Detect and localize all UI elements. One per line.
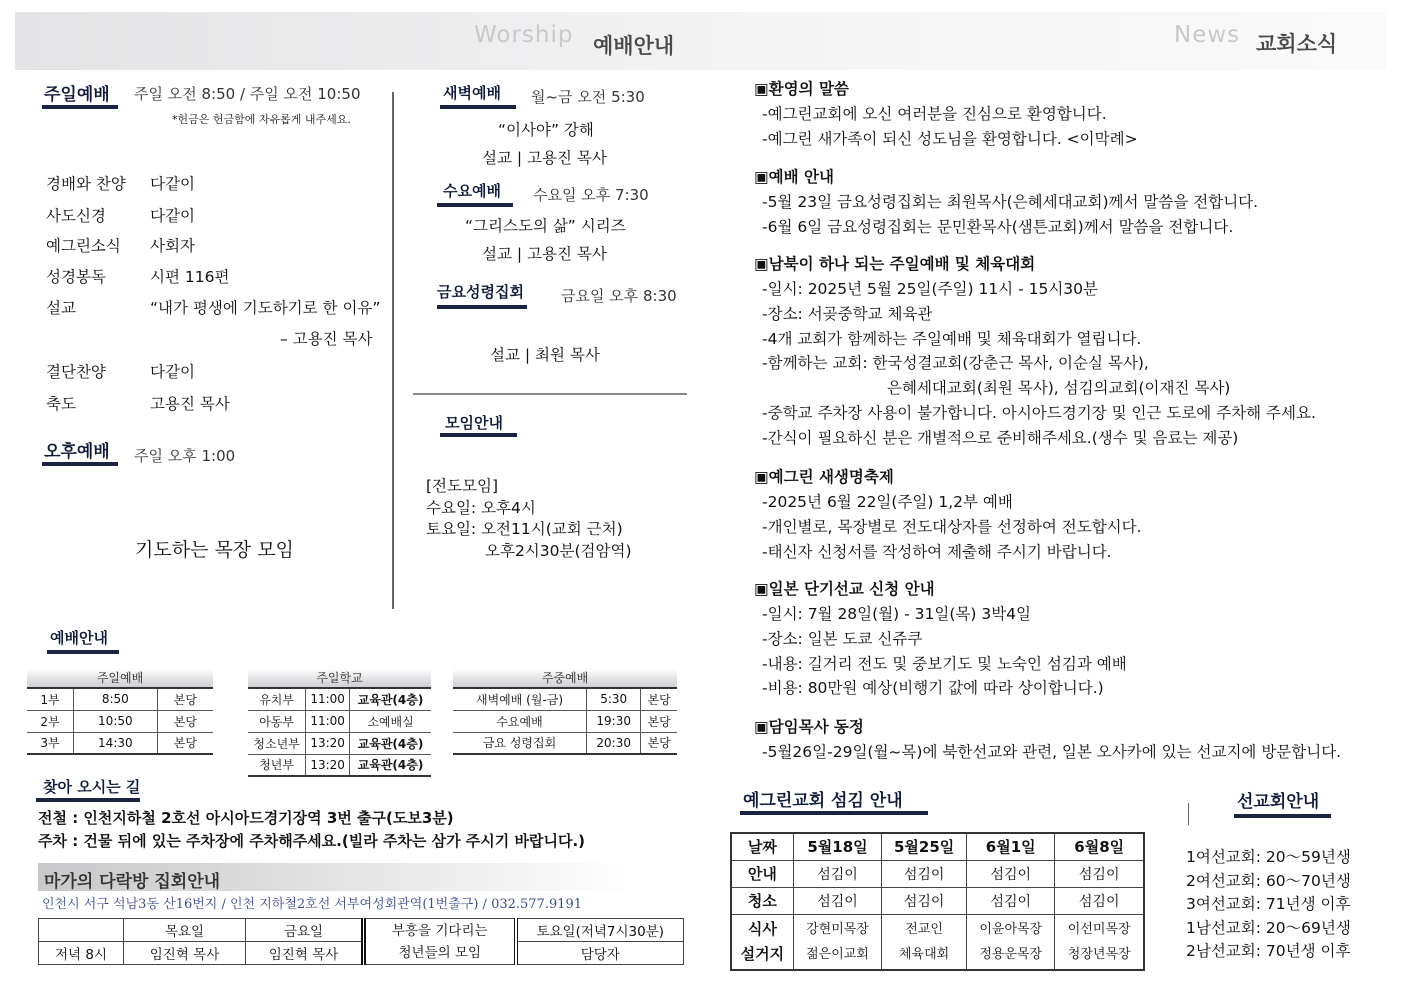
week-table: 주중예배 새벽예배 (월-금) 5:30 본당 수요예배 19:30 본당 금요 성령집회 20:30 본당 [453,668,677,755]
table-row: 청년부 13:20 교육관(4층) [248,754,431,776]
wed-title: 수요예배 [443,182,501,200]
underline [42,105,118,109]
table-row: 청소년부 13:20 교육관(4층) [248,732,431,754]
order-label: 축도 [46,395,76,413]
order-value: 사회자 [150,237,195,255]
parking-info: 주차 : 건물 뒤에 있는 주차장에 주차해주세요.(빌라 주차는 삼가 주시기 바랍니다.) [38,832,586,850]
worship-en: Worship [474,22,574,48]
school-table: 주일학교 유치부 11:00 교육관(4층) 아동부 11:00 소예배실 청소년부 13:20 교육관(4층) 청년부 13:20 교육관(4층) [248,668,431,777]
underline [437,203,513,207]
news-line: -일시: 7월 28일(월) - 31일(목) 3박4일 [762,605,1032,623]
underline [440,105,516,109]
news-line: -예그린 새가족이 되신 성도님을 환영합니다. <이막례> [762,129,1138,148]
news-line: -2025년 6월 22일(주일) 1,2부 예배 [762,493,1013,511]
news-ko: 교회소식 [1256,32,1338,56]
meeting-line: 토요일: 오전11시(교회 근처) [426,520,623,538]
divider [413,393,687,395]
mission-line: 2여선교회: 60～70년생 [1186,871,1351,890]
magah-table: 목요일 금요일 부흥을 기다리는 청년들의 모임 토요일(저녁7시30분) 저녁 8시 임진혁 목사 임진혁 목사 담당자 [38,918,684,965]
underline [47,650,119,654]
mission-line: 3여선교회: 71년생 이후 [1186,895,1351,913]
news-line: -장소: 일본 도쿄 신쥬쿠 [762,629,923,648]
table-row: 3부 14:30 본당 [27,732,213,754]
news-title: ▣일본 단기선교 신청 안내 [754,580,935,598]
meeting-line: [전도모임] [426,477,498,495]
worship-ko: 예배안내 [593,34,675,58]
news-en: News [1174,22,1241,48]
underline [440,433,517,437]
order-label: 사도신경 [46,207,106,225]
table-row: 1부 8:50 본당 [27,688,213,710]
underline [1234,814,1331,818]
table-row: 2부 10:50 본당 [27,710,213,732]
news-title: ▣예배 안내 [754,168,834,186]
table-row: 아동부 11:00 소예배실 [248,710,431,732]
sunday-table: 주일예배 1부 8:50 본당 2부 10:50 본당 3부 14:30 본당 [27,668,213,755]
mission-title: 선교회안내 [1237,792,1320,812]
news-line: -내용: 길거리 전도 및 중보기도 및 노숙인 섬김과 예배 [762,654,1127,673]
afternoon-title: 오후예배 [44,442,110,462]
worship-tables-title: 예배안내 [50,629,108,647]
fri-preacher: 설교 | 최원 목사 [490,346,600,364]
subway-info: 전철 : 인천지하철 2호선 아시아드경기장역 3번 출구(도보3분) [38,809,454,827]
underline [437,305,527,309]
news-title: ▣남북이 하나 되는 주일예배 및 체육대회 [754,255,1036,273]
underline [740,811,928,815]
wed-time: 수요일 오후 7:30 [533,186,649,204]
news-line: -비용: 80만원 예상(비행기 값에 따라 상이합니다.) [762,679,1104,698]
serve-table: 날짜 5월18일 5월25일 6월1일 6월8일 안내 섬김이 섬김이 섬김이 섬김이 청소 섬김이 섬김이 섬김이 섬김이 식사 설거지 강현미목장 젊은이교회 전교인 체육대회 이윤아목장 정용운목장 이선미목장 청장년목장 [730,832,1145,971]
news-line: -예그린교회에 오신 여러분을 진심으로 환영합니다. [762,105,1107,123]
meeting-title: 모임안내 [445,414,503,432]
offering-note: *헌금은 헌금함에 자유롭게 내주세요. [172,113,351,126]
table-row: 수요예배 19:30 본당 [453,710,677,732]
dawn-title: 새벽예배 [443,84,501,102]
afternoon-time: 주일 오후 1:00 [134,447,236,465]
news-line: -6월 6일 금요성령집회는 문민환목사(샘튼교회)께서 말씀을 전합니다. [762,217,1234,236]
meeting-line: 오후2시30분(검암역) [485,542,632,560]
mission-line: 2남선교회: 70년생 이후 [1186,942,1351,960]
order-label: 경배와 찬양 [46,175,126,193]
sunday-title: 주일예배 [44,85,110,105]
sunday-times: 주일 오전 8:50 / 주일 오전 10:50 [134,85,361,103]
dawn-sermon: “이사야” 강해 [498,121,594,139]
news-line: -4개 교회가 함께하는 주일예배 및 체육대회가 열립니다. [762,329,1142,348]
news-title: ▣환영의 말씀 [754,80,849,98]
order-label: 결단찬양 [46,363,106,381]
meeting-line: 수요일: 오후4시 [426,499,536,517]
order-value: 다같이 [150,175,195,193]
directions-title: 찾아 오시는 길 [43,778,141,796]
order-value: 다같이 [150,363,195,381]
fri-title: 금요성령집회 [437,283,524,301]
order-value: “내가 평생에 기도하기로 한 이유” [150,299,381,317]
mission-line: 1여선교회: 20～59년생 [1186,848,1351,866]
table-row: 금요 성령집회 20:30 본당 [453,732,677,754]
table-row: 유치부 11:00 교육관(4층) [248,688,431,710]
underline [42,462,118,466]
order-value: 시편 116편 [150,268,230,286]
serve-title: 예그린교회 섬김 안내 [743,791,903,811]
news-line: -태신자 신청서를 작성하여 제출해 주시기 바랍니다. [762,542,1112,561]
news-line: -장소: 서곶중학교 체육관 [762,304,933,323]
dawn-time: 월~금 오전 5:30 [531,88,645,106]
wed-preacher: 설교 | 고용진 목사 [482,245,607,263]
underline [36,798,140,802]
news-line: -함께하는 교회: 한국성결교회(강춘근 목사, 이순실 목사), [762,354,1149,373]
dawn-preacher: 설교 | 고용진 목사 [482,149,607,167]
news-line: -간식이 필요하신 분은 개별적으로 준비해주세요.(생수 및 음료는 제공) [762,428,1239,447]
magah-address: 인천시 서구 석남3동 산16번지 / 인천 지하철2호선 서부여성회관역(1번출구) / 032.577.9191 [42,897,583,912]
order-label: 예그린소식 [46,237,121,255]
news-line: -개인별로, 목장별로 전도대상자를 선정하여 전도합시다. [762,517,1142,536]
news-line: -5월 23일 금요성령집회는 최원목사(은혜세대교회)께서 말씀을 전합니다. [762,193,1259,211]
news-line: -일시: 2025년 5월 25일(주일) 11시 - 15시30분 [762,280,1098,298]
divider [392,92,394,609]
order-label: 성경봉독 [46,268,106,286]
news-title: ▣예그린 새생명축제 [754,468,894,486]
news-line: 은혜세대교회(최원 목사), 섬김의교회(이재진 목사) [887,379,1231,398]
magah-title: 마가의 다락방 집회안내 [44,872,221,892]
news-title: ▣담임목사 동정 [754,718,864,736]
fri-time: 금요일 오후 8:30 [561,287,677,305]
news-line: -중학교 주차장 사용이 불가합니다. 아시아드경기장 및 인근 도로에 주차해 주세요. [762,404,1316,422]
order-label: 설교 [46,299,76,317]
news-line: -5월26일-29일(월~목)에 북한선교와 관련, 일본 오사카에 있는 선교지에 방문합니다. [762,743,1342,761]
table-row: 새벽예배 (월-금) 5:30 본당 [453,688,677,710]
mission-line: 1남선교회: 20～69년생 [1186,918,1351,937]
wed-sermon: “그리스도의 삶” 시리즈 [465,217,626,235]
divider [1188,803,1189,825]
afternoon-program: 기도하는 목장 모임 [135,539,294,561]
order-value: – 고용진 목사 [280,330,373,348]
order-value: 고용진 목사 [150,395,230,413]
order-value: 다같이 [150,207,195,225]
